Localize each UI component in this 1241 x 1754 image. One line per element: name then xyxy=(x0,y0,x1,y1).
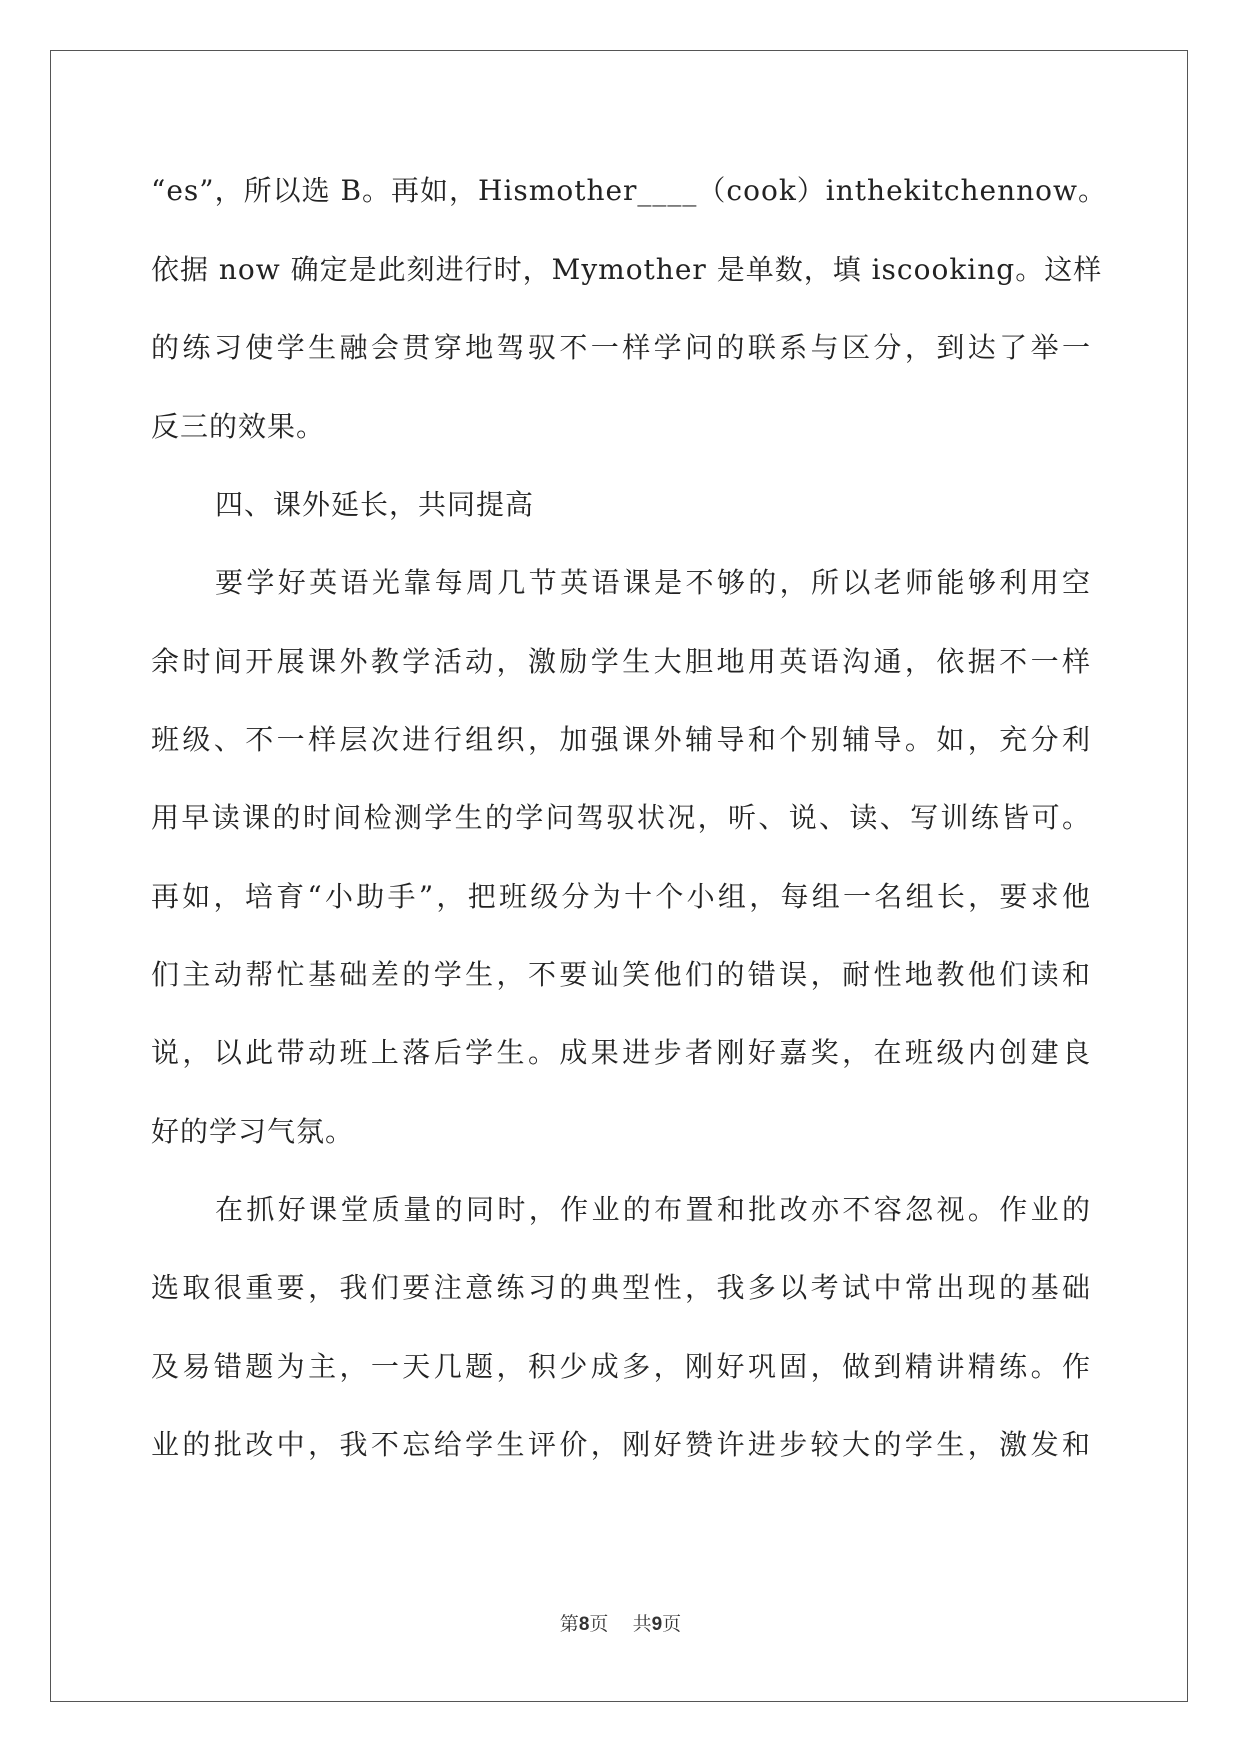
text-line: 在抓好课堂质量的同时，作业的布置和批改亦不容忽视。作业的 xyxy=(215,1193,1091,1226)
text-line: 选取很重要，我们要注意练习的典型性，我多以考试中常出现的基础 xyxy=(151,1271,1091,1304)
text-line: 班级、不一样层次进行组织，加强课外辅导和个别辅导。如，充分利 xyxy=(151,723,1091,756)
text-line: 反三的效果。 xyxy=(151,410,326,443)
text-line: 好的学习气氛。 xyxy=(151,1115,355,1148)
text-line: 们主动帮忙基础差的学生，不要讪笑他们的错误，耐性地教他们读和 xyxy=(151,958,1091,991)
page-number: 8 xyxy=(578,1614,590,1635)
text-line: 再如，培育“小助手”，把班级分为十个小组，每组一名组长，要求他 xyxy=(151,880,1091,913)
page-suffix: 页 xyxy=(589,1613,609,1635)
page-prefix: 第 xyxy=(559,1613,579,1635)
text-line: 业的批改中，我不忘给学生评价，刚好赞许进步较大的学生，激发和 xyxy=(151,1428,1091,1461)
text-line: 及易错题为主，一天几题，积少成多，刚好巩固，做到精讲精练。作 xyxy=(151,1350,1091,1383)
text-line: “es”，所以选 B。再如，Hismother____（cook）inthekitchennow。 xyxy=(151,174,1107,207)
total-pages: 9 xyxy=(651,1614,663,1635)
text-line: 说，以此带动班上落后学生。成果进步者刚好嘉奖，在班级内创建良 xyxy=(151,1036,1091,1069)
text-line: 的练习使学生融会贯穿地驾驭不一样学问的联系与区分，到达了举一 xyxy=(151,331,1091,364)
page-footer xyxy=(0,1609,1241,1636)
text-line: 余时间开展课外教学活动，激励学生大胆地用英语沟通，依据不一样 xyxy=(151,645,1091,678)
text-line: 用早读课的时间检测学生的学问驾驭状况，听、说、读、写训练皆可。 xyxy=(151,801,1091,834)
text-line: 依据 now 确定是此刻进行时，Mymother 是单数，填 iscooking。这样 xyxy=(151,253,1103,286)
text-line: 要学好英语光靠每周几节英语课是不够的，所以老师能够利用空 xyxy=(215,566,1091,599)
total-suffix: 页 xyxy=(662,1613,682,1635)
section-heading: 四、课外延长，共同提高 xyxy=(215,488,535,521)
total-prefix: 共 xyxy=(632,1613,652,1635)
